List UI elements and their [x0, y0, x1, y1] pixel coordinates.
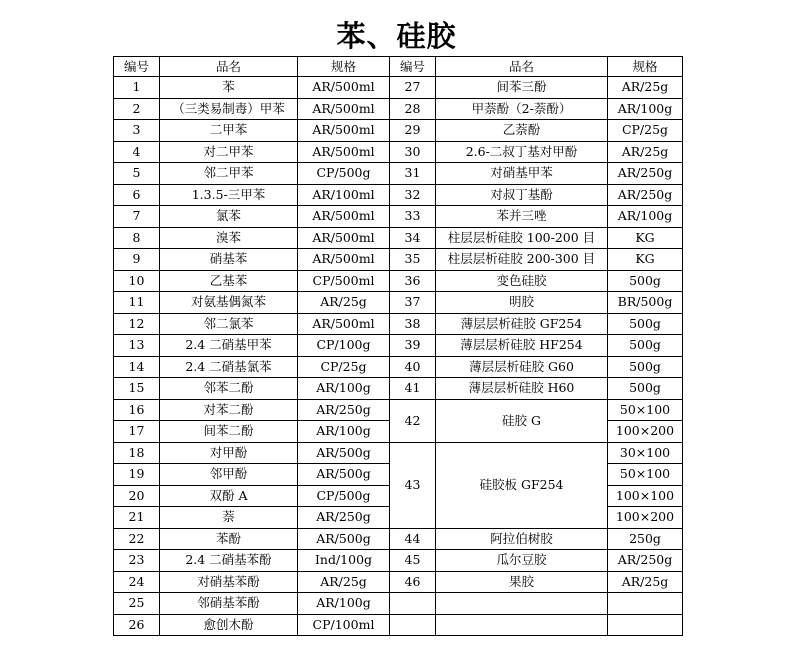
cell-right-name: 对硝基甲苯 — [436, 163, 608, 185]
cell-right-spec: AR/25g — [608, 571, 683, 593]
cell-right-spec: CP/25g — [608, 120, 683, 142]
cell-right-name: 明胶 — [436, 292, 608, 314]
cell-left-name: 溴苯 — [160, 227, 298, 249]
cell-left-name: （三类易制毒）甲苯 — [160, 98, 298, 120]
cell-left-name: 对苯二酚 — [160, 399, 298, 421]
cell-left-no: 23 — [114, 550, 160, 572]
cell-left-name: 苯酚 — [160, 528, 298, 550]
header-no-right: 编号 — [390, 57, 436, 77]
cell-left-no: 18 — [114, 442, 160, 464]
cell-left-name: 邻甲酚 — [160, 464, 298, 486]
cell-left-spec: AR/500g — [298, 464, 390, 486]
cell-left-spec: AR/500g — [298, 442, 390, 464]
cell-left-spec: CP/500ml — [298, 270, 390, 292]
cell-left-name: 间苯二酚 — [160, 421, 298, 443]
cell-left-spec: CP/500g — [298, 485, 390, 507]
cell-left-name: 2.4 二硝基氯苯 — [160, 356, 298, 378]
cell-left-spec: AR/500ml — [298, 77, 390, 99]
cell-left-spec: AR/100g — [298, 421, 390, 443]
cell-left-no: 3 — [114, 120, 160, 142]
cell-right-no: 31 — [390, 163, 436, 185]
header-name-left: 品名 — [160, 57, 298, 77]
cell-right-name: 柱层层析硅胶 100-200 目 — [436, 227, 608, 249]
cell-right-spec: 100×200 — [608, 421, 683, 443]
cell-left-no: 6 — [114, 184, 160, 206]
table-row — [114, 77, 683, 99]
cell-left-spec: AR/25g — [298, 571, 390, 593]
cell-left-spec: CP/25g — [298, 356, 390, 378]
cell-left-no: 22 — [114, 528, 160, 550]
cell-right-name: 硅胶 G — [436, 399, 608, 442]
cell-left-no: 2 — [114, 98, 160, 120]
cell-left-no: 21 — [114, 507, 160, 529]
cell-left-spec: AR/500ml — [298, 227, 390, 249]
cell-right-no: 36 — [390, 270, 436, 292]
header-row — [114, 57, 683, 77]
cell-left-name: 氯苯 — [160, 206, 298, 228]
cell-left-name: 邻二氯苯 — [160, 313, 298, 335]
cell-left-name: 邻二甲苯 — [160, 163, 298, 185]
cell-left-no: 20 — [114, 485, 160, 507]
table-row — [114, 98, 683, 120]
cell-left-name: 萘 — [160, 507, 298, 529]
table-row — [114, 227, 683, 249]
cell-left-spec: AR/500ml — [298, 249, 390, 271]
cell-left-name: 1.3.5-三甲苯 — [160, 184, 298, 206]
cell-right-no: 27 — [390, 77, 436, 99]
cell-right-no: 43 — [390, 442, 436, 528]
cell-left-name: 苯 — [160, 77, 298, 99]
cell-right-spec: 500g — [608, 313, 683, 335]
cell-empty — [608, 593, 683, 615]
cell-left-no: 14 — [114, 356, 160, 378]
page-title: 苯、硅胶 — [336, 19, 457, 53]
table-row — [114, 184, 683, 206]
cell-right-no: 33 — [390, 206, 436, 228]
cell-right-no: 30 — [390, 141, 436, 163]
cell-left-spec: CP/100g — [298, 335, 390, 357]
cell-right-spec: 250g — [608, 528, 683, 550]
cell-left-spec: AR/25g — [298, 292, 390, 314]
cell-left-name: 邻苯二酚 — [160, 378, 298, 400]
cell-left-no: 10 — [114, 270, 160, 292]
cell-left-no: 13 — [114, 335, 160, 357]
cell-right-name: 苯并三唑 — [436, 206, 608, 228]
cell-left-no: 4 — [114, 141, 160, 163]
cell-right-no: 38 — [390, 313, 436, 335]
cell-empty — [436, 593, 608, 615]
cell-right-name: 阿拉伯树胶 — [436, 528, 608, 550]
cell-left-spec: CP/500g — [298, 163, 390, 185]
table-row — [114, 442, 683, 464]
cell-empty — [390, 614, 436, 636]
table-row — [114, 120, 683, 142]
cell-left-spec: AR/500ml — [298, 206, 390, 228]
cell-right-no: 40 — [390, 356, 436, 378]
cell-left-name: 双酚 A — [160, 485, 298, 507]
cell-right-no: 42 — [390, 399, 436, 442]
cell-left-no: 19 — [114, 464, 160, 486]
table-row — [114, 270, 683, 292]
cell-left-name: 对甲酚 — [160, 442, 298, 464]
cell-right-name: 柱层层析硅胶 200-300 目 — [436, 249, 608, 271]
table-row — [114, 335, 683, 357]
cell-left-no: 12 — [114, 313, 160, 335]
cell-right-no: 37 — [390, 292, 436, 314]
cell-right-name: 变色硅胶 — [436, 270, 608, 292]
cell-right-no: 34 — [390, 227, 436, 249]
table-row — [114, 550, 683, 572]
table-row — [114, 528, 683, 550]
table-row — [114, 378, 683, 400]
table-row — [114, 206, 683, 228]
cell-right-spec: KG — [608, 249, 683, 271]
header-spec-right: 规格 — [608, 57, 683, 77]
cell-right-name: 薄层层析硅胶 G60 — [436, 356, 608, 378]
cell-left-spec: AR/500ml — [298, 141, 390, 163]
table-row — [114, 163, 683, 185]
table-row — [114, 141, 683, 163]
cell-right-spec: AR/250g — [608, 550, 683, 572]
cell-right-spec: 500g — [608, 356, 683, 378]
header-no-left: 编号 — [114, 57, 160, 77]
cell-right-spec: 500g — [608, 335, 683, 357]
table-row — [114, 292, 683, 314]
cell-left-no: 8 — [114, 227, 160, 249]
cell-empty — [436, 614, 608, 636]
cell-right-spec: AR/100g — [608, 206, 683, 228]
cell-right-spec: KG — [608, 227, 683, 249]
cell-left-spec: AR/100g — [298, 378, 390, 400]
cell-right-spec: 100×100 — [608, 485, 683, 507]
cell-left-no: 15 — [114, 378, 160, 400]
cell-right-no: 29 — [390, 120, 436, 142]
cell-left-name: 对氨基偶氮苯 — [160, 292, 298, 314]
cell-left-spec: AR/500ml — [298, 313, 390, 335]
cell-right-name: 硅胶板 GF254 — [436, 442, 608, 528]
cell-right-spec: 500g — [608, 270, 683, 292]
cell-left-spec: AR/100ml — [298, 184, 390, 206]
cell-right-spec: AR/250g — [608, 163, 683, 185]
cell-left-no: 7 — [114, 206, 160, 228]
cell-left-name: 二甲苯 — [160, 120, 298, 142]
cell-left-name: 乙基苯 — [160, 270, 298, 292]
cell-right-name: 间苯三酚 — [436, 77, 608, 99]
cell-right-name: 甲萘酚（2-萘酚） — [436, 98, 608, 120]
cell-right-spec: AR/25g — [608, 77, 683, 99]
cell-left-name: 对硝基苯酚 — [160, 571, 298, 593]
cell-right-spec: 50×100 — [608, 399, 683, 421]
cell-left-no: 17 — [114, 421, 160, 443]
cell-right-spec: 30×100 — [608, 442, 683, 464]
cell-left-spec: CP/100ml — [298, 614, 390, 636]
cell-right-name: 对叔丁基酚 — [436, 184, 608, 206]
table-row — [114, 249, 683, 271]
cell-right-name: 薄层层析硅胶 H60 — [436, 378, 608, 400]
table-row — [114, 571, 683, 593]
cell-right-spec: 50×100 — [608, 464, 683, 486]
cell-left-no: 1 — [114, 77, 160, 99]
cell-right-name: 乙萘酚 — [436, 120, 608, 142]
cell-left-no: 11 — [114, 292, 160, 314]
cell-right-spec: AR/25g — [608, 141, 683, 163]
cell-left-name: 2.4 二硝基苯酚 — [160, 550, 298, 572]
cell-left-no: 26 — [114, 614, 160, 636]
cell-right-name: 瓜尔豆胶 — [436, 550, 608, 572]
table-row — [114, 614, 683, 636]
cell-left-name: 愈创木酚 — [160, 614, 298, 636]
table-row — [114, 593, 683, 615]
cell-right-name: 果胶 — [436, 571, 608, 593]
cell-right-no: 28 — [390, 98, 436, 120]
cell-left-name: 邻硝基苯酚 — [160, 593, 298, 615]
header-spec-left: 规格 — [298, 57, 390, 77]
cell-right-name: 2.6-二叔丁基对甲酚 — [436, 141, 608, 163]
chemical-table — [113, 56, 683, 636]
cell-right-spec: AR/100g — [608, 98, 683, 120]
table-row — [114, 313, 683, 335]
cell-right-no: 44 — [390, 528, 436, 550]
cell-right-no: 46 — [390, 571, 436, 593]
cell-left-name: 硝基苯 — [160, 249, 298, 271]
cell-right-no: 32 — [390, 184, 436, 206]
cell-right-spec: BR/500g — [608, 292, 683, 314]
cell-left-spec: Ind/100g — [298, 550, 390, 572]
cell-left-no: 16 — [114, 399, 160, 421]
cell-right-name: 薄层层析硅胶 GF254 — [436, 313, 608, 335]
cell-left-spec: AR/100g — [298, 593, 390, 615]
cell-empty — [608, 614, 683, 636]
cell-right-spec: 100×200 — [608, 507, 683, 529]
cell-left-spec: AR/250g — [298, 507, 390, 529]
cell-left-spec: AR/500ml — [298, 98, 390, 120]
cell-left-spec: AR/500g — [298, 528, 390, 550]
cell-left-name: 对二甲苯 — [160, 141, 298, 163]
header-name-right: 品名 — [436, 57, 608, 77]
cell-left-no: 9 — [114, 249, 160, 271]
cell-right-name: 薄层层析硅胶 HF254 — [436, 335, 608, 357]
cell-right-no: 41 — [390, 378, 436, 400]
cell-right-spec: AR/250g — [608, 184, 683, 206]
cell-right-no: 45 — [390, 550, 436, 572]
table-row — [114, 356, 683, 378]
cell-left-name: 2.4 二硝基甲苯 — [160, 335, 298, 357]
cell-left-no: 25 — [114, 593, 160, 615]
table-row — [114, 399, 683, 421]
cell-left-no: 24 — [114, 571, 160, 593]
cell-empty — [390, 593, 436, 615]
cell-right-no: 35 — [390, 249, 436, 271]
cell-left-spec: AR/500ml — [298, 120, 390, 142]
cell-right-no: 39 — [390, 335, 436, 357]
cell-right-spec: 500g — [608, 378, 683, 400]
cell-left-spec: AR/250g — [298, 399, 390, 421]
cell-left-no: 5 — [114, 163, 160, 185]
